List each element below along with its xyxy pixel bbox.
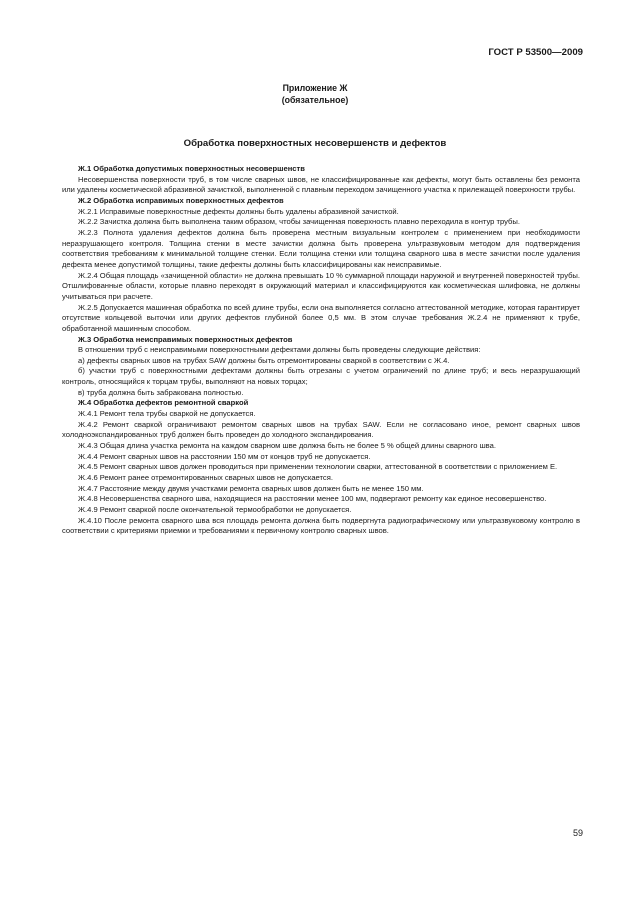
paragraph: Ж.4.1 Ремонт тела трубы сваркой не допускается. — [78, 409, 256, 419]
section-heading-zh1: Ж.1 Обработка допустимых поверхностных несовершенств — [78, 164, 305, 173]
paragraph: Ж.2.1 Исправимые поверхностные дефекты должны быть удалены абразивной зачисткой. — [78, 206, 399, 216]
paragraph: Ж.4.8 Несовершенства сварного шва, находящиеся на расстоянии менее 100 мм, подвергают ремонту как единое несовершенство. — [78, 494, 547, 504]
section-heading-zh4: Ж.4 Обработка дефектов ремонтной сваркой — [78, 398, 249, 408]
paragraph: В отношении труб с неисправимыми поверхностными дефектами должны быть проведены следующие действия: — [78, 345, 481, 355]
list-item: в) труба должна быть забракована полностью. — [78, 387, 244, 397]
paragraph: Ж.2.2 Зачистка должна быть выполнена таким образом, чтобы зачищенная поверхность плавно переходила в контур трубы. — [78, 217, 520, 227]
appendix-subtitle: (обязательное) — [281, 95, 349, 105]
paragraph: Ж.4.9 Ремонт сваркой после окончательной термообработки не допускается. — [78, 505, 352, 514]
appendix-heading — [0, 82, 630, 106]
page-title: Обработка поверхностных несовершенств и дефектов — [183, 138, 447, 149]
section-heading-zh3: Ж.3 Обработка неисправимых поверхностных дефектов — [78, 334, 293, 344]
paragraph: Ж.4.3 Общая длина участка ремонта на каждом сварном шве должна быть не более 5 % общей длины сварного шва. — [78, 441, 496, 451]
paragraph: Несовершенства поверхности труб, в том числе сварных швов, не классифицированные как дефекты, могут быть оставлены без ремонта или удалены косметической абразивной зачисткой, выполненной с плавным переходом зачищенного участка к прилежащей поверхности трубы. — [62, 174, 580, 195]
document-body — [62, 164, 580, 537]
appendix-title: Приложение Ж — [282, 83, 348, 93]
paragraph: Ж.4.6 Ремонт ранее отремонтированных сварных швов не допускается. — [78, 473, 333, 483]
paragraph: Ж.4.7 Расстояние между двумя участками ремонта сварных швов должен быть не менее 150 мм. — [78, 483, 424, 493]
paragraph: Ж.2.4 Общая площадь «зачищенной области» не должна превышать 10 % суммарной площади наружной и внутренней поверхностей трубы. Отшлифованные области, которые плавно переходят в окружающий материал и классифицируются как косметическая шлифовка, не должны учитываться при расчете. — [62, 270, 580, 301]
paragraph: Ж.2.3 Полнота удаления дефектов должна быть проверена местным визуальным контролем с применением при необходимости неразрушающего контроля. Толщина стенки в месте зачистки должна быть проверена ультразвуковым методом для подтверждения соответствия требованиям к минимальной толщине стенки. Если толщина стенки или толщина сварного шва в месте зачистки после удаления дефекта менее допустимой толщины, такие дефекты должны быть классифицированы как неисправимые. — [62, 227, 580, 269]
paragraph: Ж.4.10 После ремонта сварного шва вся площадь ремонта должна быть подвергнута радиографическому или ультразвуковому контролю в соответствии с критериями приемки и требованиями к первичному контролю сварных швов. — [62, 515, 580, 536]
page-number: 59 — [572, 828, 583, 838]
paragraph: Ж.4.4 Ремонт сварных швов на расстоянии 150 мм от концов труб не допускается. — [78, 451, 371, 461]
paragraph: Ж.4.2 Ремонт сваркой ограничивают ремонтом сварных швов на трубах SAW. Если не согласовано иное, ремонт сварных швов холодноэкспандированных труб должен быть проведен до холодного экспандирования. — [62, 419, 580, 440]
paragraph: Ж.4.5 Ремонт сварных швов должен проводиться при применении технологии сварки, аттестованной в соответствии с приложением Е. — [78, 462, 558, 472]
list-item: б) участки труб с поверхностными дефектами должны быть отрезаны с учетом ограничений по длине труб; и весь неразрушающий контроль, относящийся к торцам трубы, выполняют на новых торцах; — [62, 366, 580, 387]
section-heading-zh2: Ж.2 Обработка исправимых поверхностных дефектов — [78, 195, 284, 205]
paragraph: Ж.2.5 Допускается машинная обработка по всей длине трубы, если она выполняется согласно аттестованной методике, которая гарантирует отсутствие кольцевой выточки или других дефектов глубиной более 0,5 мм. В этом случае требования Ж.2.4 не применяют к трубе, обработанной машинным способом. — [62, 302, 580, 333]
list-item: а) дефекты сварных швов на трубах SAW должны быть отремонтированы сваркой в соответствии с Ж.4. — [78, 355, 450, 365]
standard-designation: ГОСТ Р 53500—2009 — [488, 47, 583, 58]
